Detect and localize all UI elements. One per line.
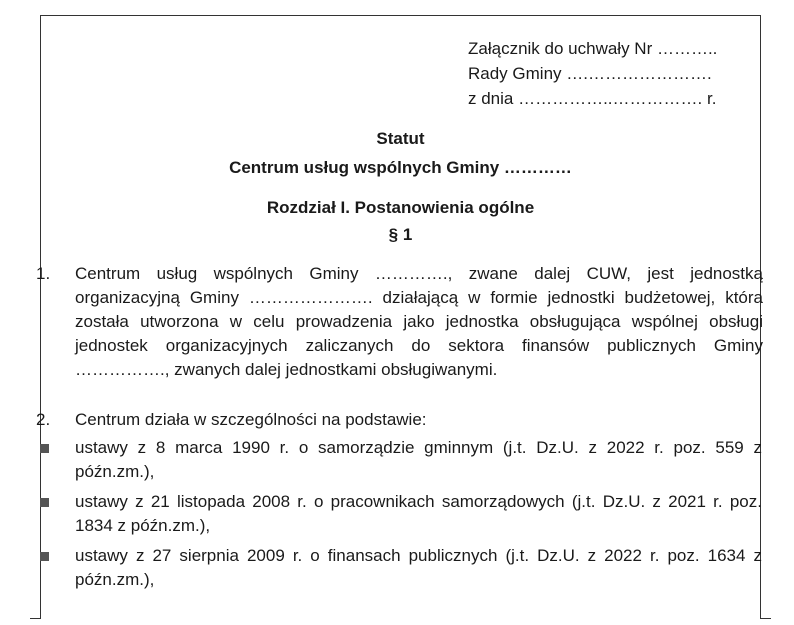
bullet-item: [36, 544, 762, 592]
square-bullet-icon: [40, 498, 49, 507]
attachment-date-line: z dnia ……………..……………. r.: [468, 89, 717, 108]
square-bullet-icon: [40, 444, 49, 453]
attachment-resolution-line: Załącznik do uchwały Nr ………..: [468, 39, 718, 58]
point-text: Centrum usług wspólnych Gminy …………., zwane dalej CUW, jest jednostką organizacyjną Gminy …………………. działającą w formie jednostki budżetowej, która została utworzona w celu prowadzenia jako jednostka obsługująca wspólnej obsługi jednostek organizacyjnych zaliczanych do sektora finansów publicznych Gminy ……………., zwanych dalej jednostkami obsługiwanymi.: [75, 264, 763, 379]
point-1: [36, 262, 763, 382]
bullet-item: [36, 436, 762, 484]
point-number: 1.: [36, 264, 51, 283]
page-border-top: [40, 15, 761, 16]
document-title: Statut: [376, 129, 425, 148]
bullet-item: [36, 490, 762, 538]
bullet-text: ustawy z 27 sierpnia 2009 r. o finansach publicznych (j.t. Dz.U. z 2022 r. poz. 1634 z późn.zm.),: [75, 546, 762, 589]
crop-mark-bottom-left: [30, 618, 41, 619]
chapter-heading: Rozdział I. Postanowienia ogólne: [266, 198, 535, 217]
point-text: Centrum działa w szczególności na podstawie:: [75, 410, 427, 429]
attachment-note: [468, 36, 717, 111]
bullet-text: ustawy z 8 marca 1990 r. o samorządzie gminnym (j.t. Dz.U. z 2022 r. poz. 559 z późn.zm.),: [75, 438, 762, 481]
square-bullet-icon: [40, 552, 49, 561]
point-number: 2.: [36, 410, 51, 429]
crop-mark-bottom-right: [760, 618, 771, 619]
section-symbol: § 1: [388, 225, 413, 244]
bullet-text: ustawy z 21 listopada 2008 r. o pracownikach samorządowych (j.t. Dz.U. z 2021 r. poz. 1834 z późn.zm.),: [75, 492, 762, 535]
point-2: [36, 408, 763, 432]
attachment-council-line: Rady Gminy ….………………….: [468, 64, 712, 83]
document-subtitle: Centrum usług wspólnych Gminy …………: [229, 158, 572, 177]
